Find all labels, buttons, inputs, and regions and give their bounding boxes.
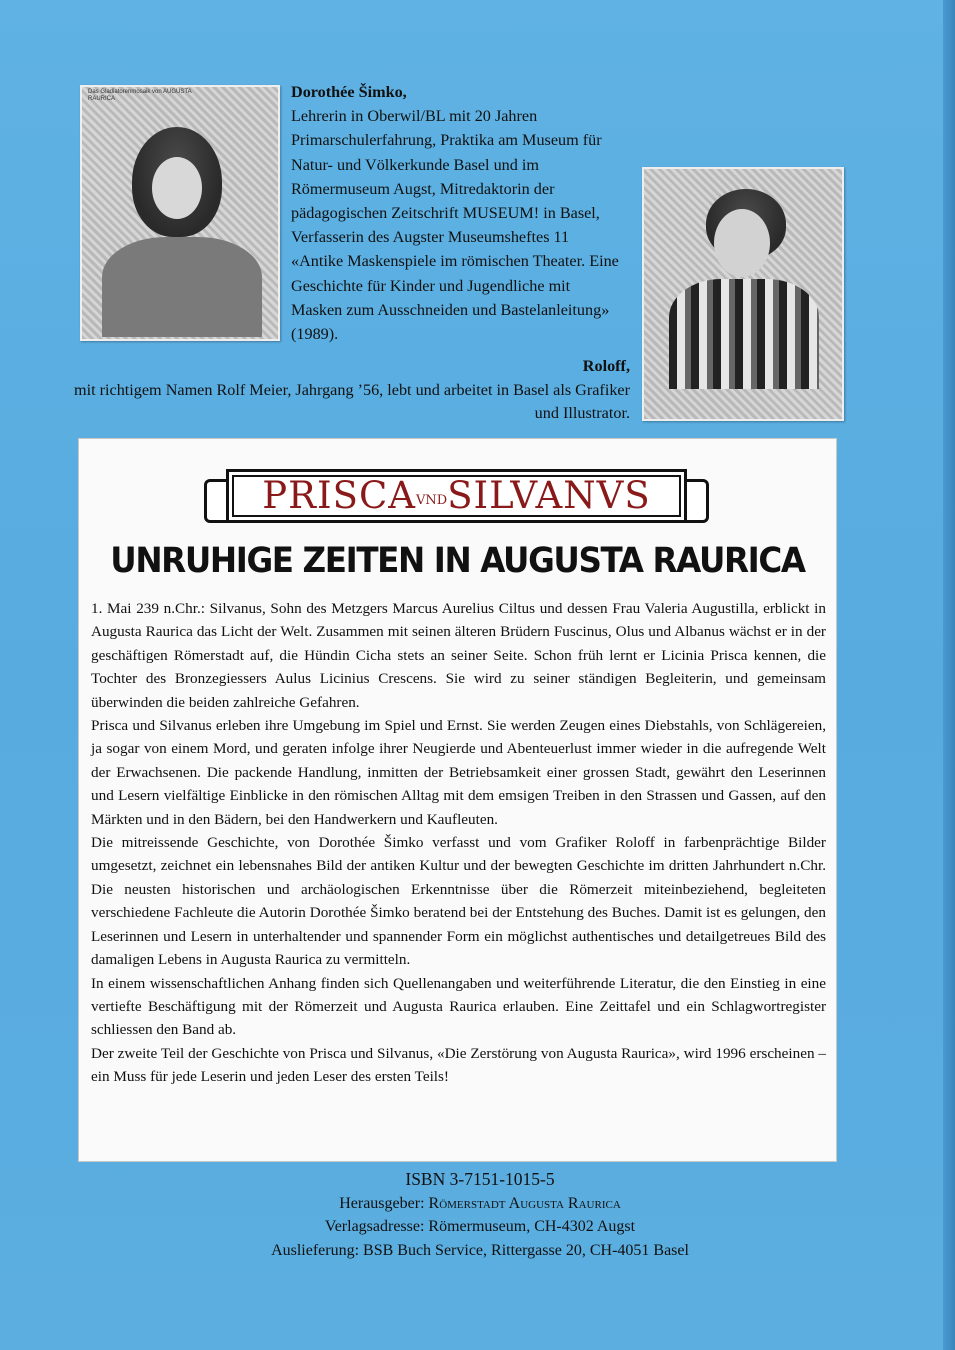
photo-caption: Das Gladiatorenmosaik von AUGUSTA RAURICA bbox=[88, 89, 192, 102]
blurb-paragraph: Prisca und Silvanus erleben ihre Umgebung im Spiel und Ernst. Sie werden Zeugen eines Diebstahls, von Schlägereien, ja sogar von einem Mord, und geraten infolge ihrer Neugierde und Abenteuerlust immer wieder in die aufregende Welt der Erwachsenen. Die packende Handlung, inmitten der Betriebsamkeit einer grossen Stadt, gewährt den Leserinnen und Lesern vielfältige Einblicke in den römischen Alltag mit dem emsigen Treiben in den Strassen und Gassen, auf den Märkten und in den Bädern, bei den Handwerkern und Kaufleuten. bbox=[91, 717, 826, 828]
publisher-address: Verlagsadresse: Römermuseum, CH-4302 Augst bbox=[324, 1218, 636, 1235]
title-banner bbox=[204, 465, 709, 523]
illustrator-bio bbox=[60, 355, 630, 426]
blurb-paragraph: Der zweite Teil der Geschichte von Prisca und Silvanus, «Die Zerstörung von Augusta Raurica», wird 1996 erscheinen – ein Muss für jede Leserin und jeden Leser des ersten Teils! bbox=[91, 1044, 826, 1086]
blurb-paragraph: In einem wissenschaftlichen Anhang finden sich Quellenangaben und weiterführende Literatur, die den Einstieg in eine vertiefte Beschäftigung mit der Römerzeit und Augusta Raurica erlauben. Eine Zeittafel und ein Schlagwortregister schliessen den Band ab. bbox=[91, 974, 826, 1039]
distribution-info: Auslieferung: BSB Buch Service, Rittergasse 20, CH-4051 Basel bbox=[271, 1241, 689, 1259]
publisher-name: Römerstadt Augusta Raurica bbox=[428, 1194, 621, 1212]
cover-edge bbox=[943, 0, 955, 1350]
author-name: Dorothée Šimko, bbox=[291, 83, 407, 101]
illustrator-body bbox=[669, 279, 819, 389]
publisher-label: Herausgeber: bbox=[339, 1194, 429, 1212]
isbn: ISBN 3-7151-1015-5 bbox=[405, 1169, 555, 1189]
title-box bbox=[226, 469, 687, 523]
title-und: VND bbox=[416, 493, 448, 508]
author-body bbox=[102, 237, 262, 337]
blurb-paragraph: 1. Mai 239 n.Chr.: Silvanus, Sohn des Metzgers Marcus Aurelius Ciltus und dessen Frau Valeria Augustilla, erblickt in Augusta Raurica das Licht der Welt. Zusammen mit seinen älteren Brüdern Fuscinus, Olus und Albanus wächst er in der geschäftigen Römerstadt auf, die Hündin Cicha stets an seiner Seite. Schon früh lernt er Licinia Prisca kennen, die Tochter des Bronzegiessers Aulus Licinius Crescens. Sie wird zu seiner ständigen Begleiterin, und gemeinsam überwinden die beiden zahlreiche Gefahren. bbox=[91, 600, 826, 711]
title-part2: SILVANVS bbox=[447, 474, 651, 517]
author-photo bbox=[80, 85, 280, 341]
blurb-panel bbox=[78, 438, 837, 1162]
publication-info bbox=[180, 1168, 780, 1262]
author-bio-text: Lehrerin in Oberwil/BL mit 20 Jahren Primarschulerfahrung, Praktika am Museum für Natur- und Völkerkunde Basel und im Römermuseum Augst, Mitredaktorin der pädagogischen Zeitschrift MUSEUM! in Basel, Verfasserin des Augster Museumsheftes 11 «Antike Maskenspiele im römischen Theater. Eine Geschichte für Kinder und Jugendliche mit Masken zum Ausschneiden und Bastelanleitung» (1989). bbox=[291, 107, 619, 344]
book-subtitle: UNRUHIGE ZEITEN IN AUGUSTA RAURICA bbox=[110, 541, 805, 581]
publisher-line bbox=[180, 1192, 780, 1216]
author-bio bbox=[291, 80, 621, 346]
illustrator-face bbox=[714, 209, 770, 277]
blurb-text bbox=[91, 597, 826, 1089]
book-title bbox=[262, 474, 650, 517]
author-face bbox=[152, 157, 202, 219]
illustrator-photo bbox=[642, 167, 844, 421]
illustrator-name: Roloff, bbox=[582, 357, 630, 375]
blurb-paragraph: Die mitreissende Geschichte, von Dorothée Šimko verfasst und vom Grafiker Roloff in farbenprächtige Bilder umgesetzt, zeichnet ein lebensnahes Bild der antiken Kultur und der bewegten Geschichte im dritten Jahrhundert n.Chr. Die neusten historischen und archäologischen Erkenntnisse über die Römerzeit miteinbeziehend, begleiteten verschiedene Fachleute die Autorin Dorothée Šimko beratend bei der Entstehung des Buches. Damit ist es gelungen, den Leserinnen und Lesern in unterhaltender und spannender Form ein möglichst authentisches und detailgetreues Bild des damaligen Lebens in Augusta Raurica zu vermitteln. bbox=[91, 834, 826, 969]
title-part1: PRISCA bbox=[262, 474, 417, 517]
illustrator-bio-text: mit richtigem Namen Rolf Meier, Jahrgang ’56, lebt und arbeitet in Basel als Grafiker und Illustrator. bbox=[73, 380, 630, 422]
